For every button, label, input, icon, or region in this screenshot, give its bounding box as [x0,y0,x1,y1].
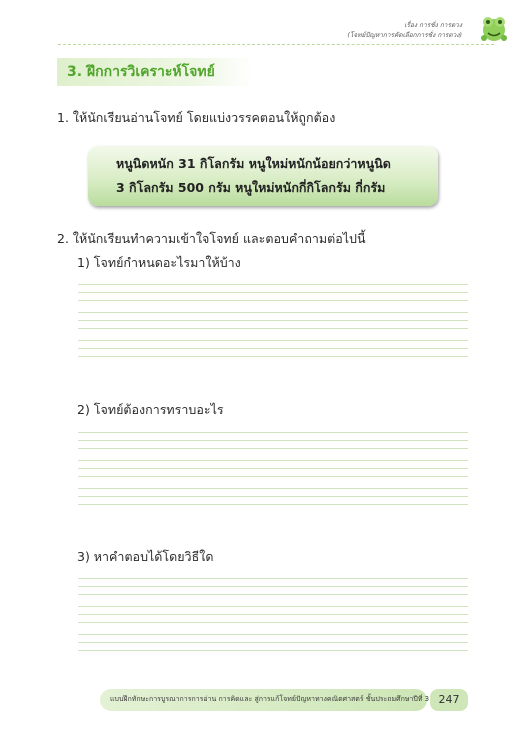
header-divider [58,44,494,45]
header-subtopic: (โจทย์ปัญหาการคัดเลือกการชั่ง การตวง) [347,31,462,39]
question-2: 2. ให้นักเรียนทำความเข้าใจโจทย์ และตอบคำถามต่อไปนี้ [57,231,366,246]
header-topic: เรื่อง การชั่ง การตวง [404,21,462,29]
frog-mascot-icon [478,12,510,44]
section-title: 3. ฝึกการวิเคราะห์โจทย์ [67,64,215,80]
problem-line-2: 3 กิโลกรัม 500 กรัม หนูใหม่หนักกี่กิโลกรัม กี่กรัม [116,180,386,195]
problem-line-1: หนูนิดหนัก 31 กิโลกรัม หนูใหม่หนักน้อยกว่าหนูนิด [116,156,391,171]
question-1: 1. ให้นักเรียนอ่านโจทย์ โดยแบ่งวรรคตอนให้ถูกต้อง [57,110,336,125]
running-header [347,20,462,40]
footer-book-title: แบบฝึกทักษะการบูรณาการการอ่าน การคิดและ สู่การแก้โจทย์ปัญหาทางคณิตศาสตร์ ชั้นประถมศึกษาปีที่ 3 [110,695,430,703]
subquestion-2: 2) โจทย์ต้องการทราบอะไร [77,402,224,417]
page-number: 247 [430,689,468,711]
subquestion-1: 1) โจทย์กำหนดอะไรมาให้บ้าง [77,255,241,270]
subquestion-3: 3) หาคำตอบได้โดยวิธีใด [77,549,214,564]
